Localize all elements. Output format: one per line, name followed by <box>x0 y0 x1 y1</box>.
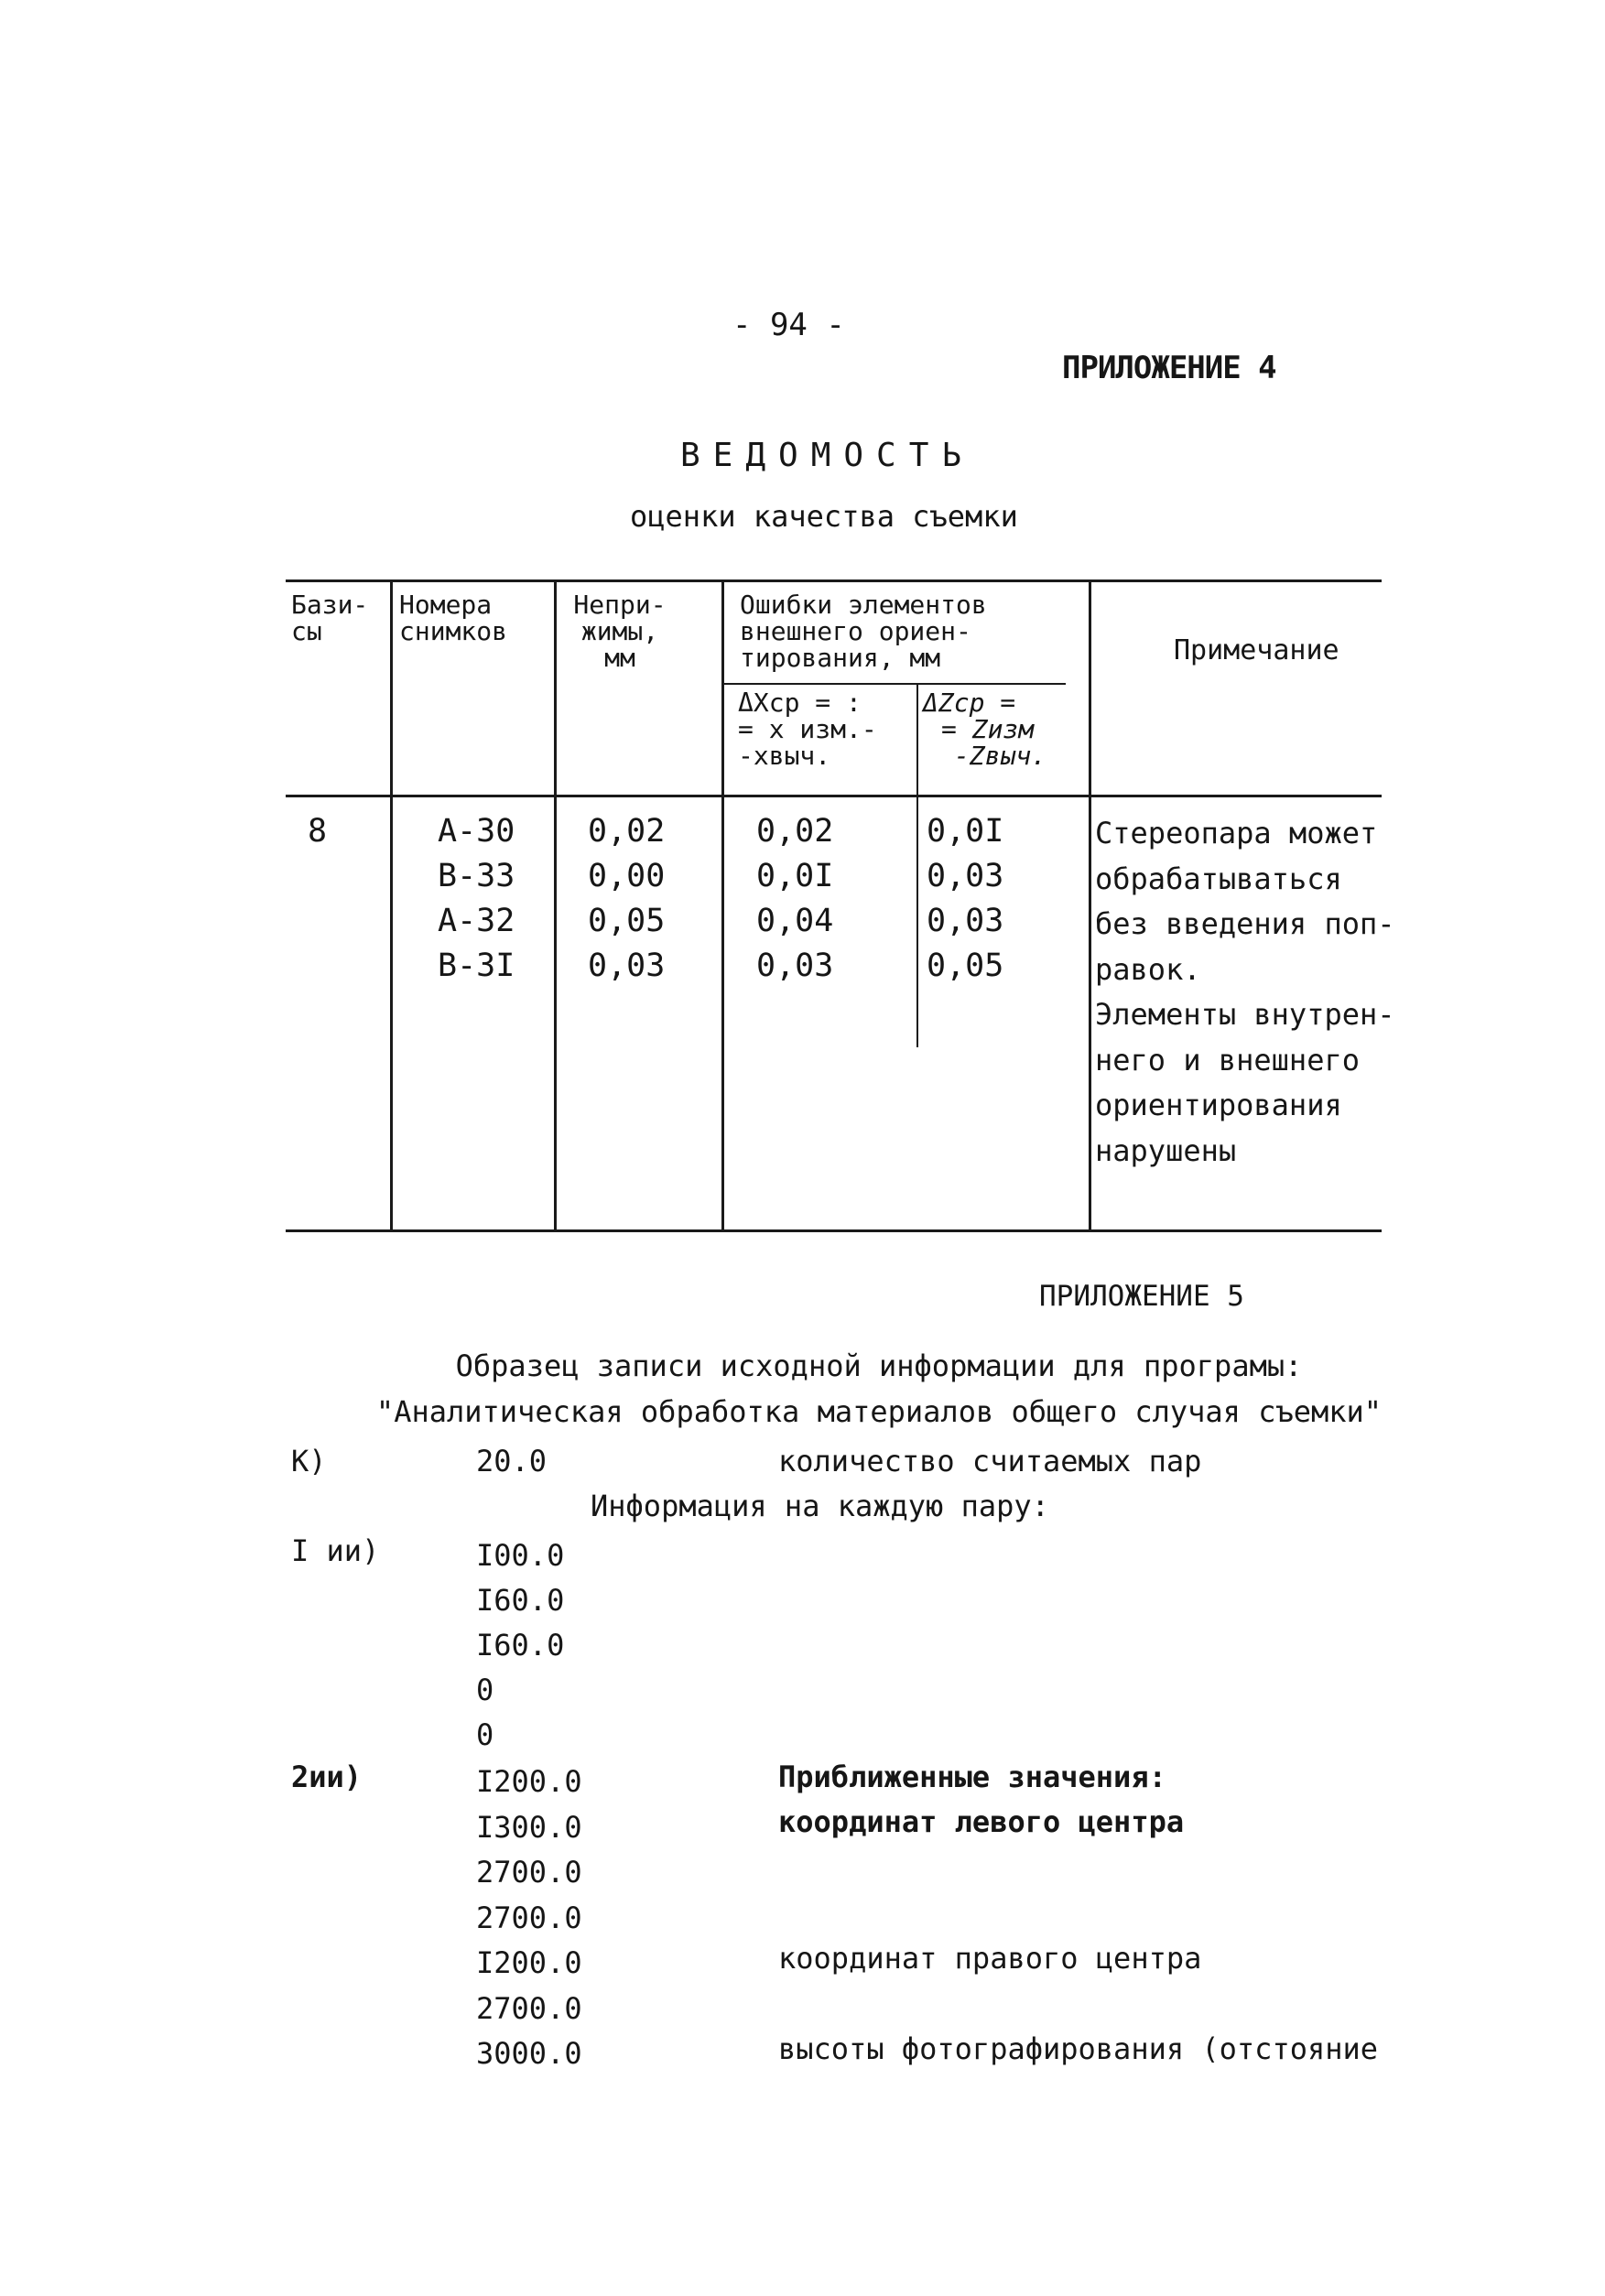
left-center-label: координат левого центра <box>778 1804 1185 1839</box>
col-rule-2 <box>554 581 557 1231</box>
record-key-k: К) <box>291 1444 327 1478</box>
col-mismatch: 0,02 0,00 0,05 0,03 <box>588 813 666 984</box>
record-desc-k: количество считаемых пар <box>778 1444 1202 1478</box>
col-rule-1 <box>390 581 393 1231</box>
list-item: 3000.0 <box>476 2036 582 2071</box>
per-pair-heading: Информация на каждую пару: <box>591 1489 1049 1523</box>
list-item: 2700.0 <box>476 1990 582 2026</box>
table-row: А-30 <box>438 813 515 850</box>
record-key-block2: 2ии) <box>291 1760 363 1794</box>
col-rule-5 <box>1089 581 1091 1231</box>
list-item: I300.0 <box>476 1809 582 1845</box>
list-item: 0 <box>476 1673 494 1707</box>
col-dz: 0,0I 0,03 0,03 0,05 <box>927 813 1004 984</box>
header-dx: ΔXср = : = x изм.- -xвыч. <box>738 688 877 771</box>
col-rule-3 <box>721 581 724 1231</box>
header-dz: ΔZср = = Zизм -Zвыч. <box>923 688 1047 771</box>
list-item: 2700.0 <box>476 1855 582 1890</box>
header-errors: Ошибки элементов внешнего ориен- тирования, мм <box>740 590 987 673</box>
statement-subtitle: оценки качества съемки <box>630 499 1018 534</box>
block2-values <box>476 1760 582 2077</box>
note-cell: Стереопара может обрабатываться без введения поп- равок. Элементы внутрен- него и внешнего ориентирования нарушены <box>1095 816 1395 1168</box>
errors-sub-rule <box>721 683 1066 685</box>
appendix-4-label: ПРИЛОЖЕНИЕ 4 <box>1062 350 1276 386</box>
list-item: I60.0 <box>476 1583 565 1618</box>
header-mismatch: Непри- жимы, мм <box>573 590 667 673</box>
block1-values <box>476 1533 564 1758</box>
list-item: I60.0 <box>476 1628 565 1662</box>
table-row: А-32 <box>438 903 515 939</box>
table-row: В-33 <box>438 858 515 894</box>
page-number: - 94 - <box>732 307 845 343</box>
list-item: I200.0 <box>476 1764 582 1799</box>
table-header-rule <box>286 795 1382 797</box>
table-row: В-3I <box>438 948 515 984</box>
right-center-label: координат правого центра <box>778 1941 1202 1976</box>
heights-label: высоты фотографирования (отстояние <box>778 2031 1379 2066</box>
list-item: 2700.0 <box>476 1900 582 1935</box>
col-rule-4 <box>916 685 918 1047</box>
approx-values-label: Приближенные значения: <box>778 1760 1166 1794</box>
header-note: Примечание <box>1174 634 1339 666</box>
record-key-block1: I ии) <box>291 1533 380 1568</box>
header-bases: Бази- сы <box>291 590 369 646</box>
col-frames <box>438 809 515 989</box>
table-top-rule <box>286 579 1382 582</box>
list-item: I00.0 <box>476 1538 565 1573</box>
sample-title: Образец записи исходной информации для програмы: "Аналитическая обработка материалов общего случая съемки" <box>375 1348 1383 1429</box>
header-frames: Номера снимков <box>399 590 508 646</box>
record-value-k: 20.0 <box>476 1444 548 1478</box>
col-dx: 0,02 0,0I 0,04 0,03 <box>756 813 834 984</box>
cell-basis: 8 <box>308 813 328 850</box>
appendix-5-label: ПРИЛОЖЕНИЕ 5 <box>1039 1280 1244 1313</box>
list-item: 0 <box>476 1717 494 1752</box>
list-item: I200.0 <box>476 1945 582 1980</box>
statement-title: ВЕДОМОСТЬ <box>680 437 975 474</box>
table-bottom-rule <box>286 1229 1382 1232</box>
